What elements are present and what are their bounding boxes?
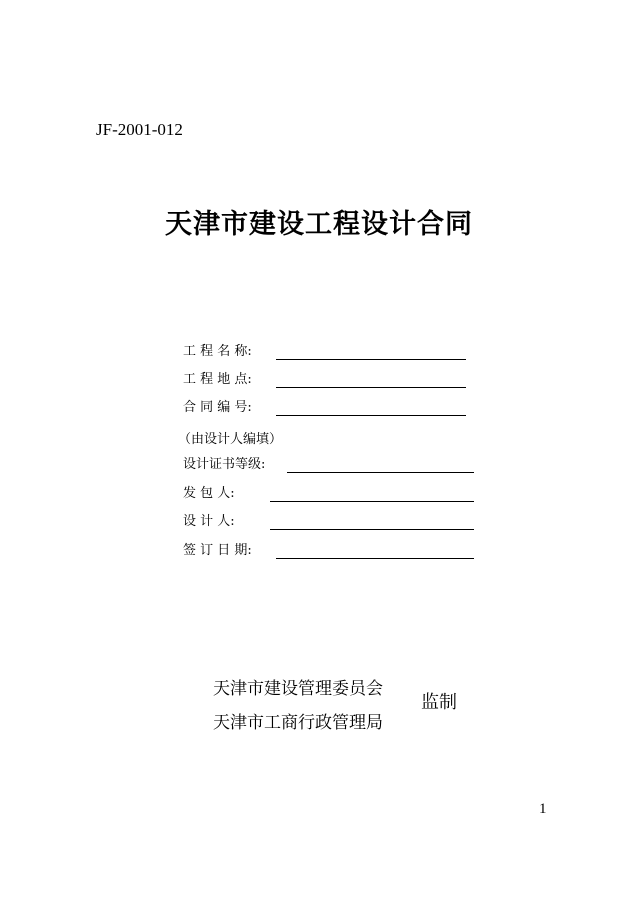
field-signing-date — [183, 542, 252, 560]
field-label: 工 程 地 点: — [183, 372, 252, 387]
fill-line — [270, 501, 474, 502]
issuer-commerce-bureau: 天津市工商行政管理局 — [213, 713, 383, 733]
field-label: 合 同 编 号: — [183, 400, 252, 415]
field-project-name — [183, 343, 252, 361]
fill-line — [276, 415, 466, 416]
fill-line — [276, 387, 466, 388]
field-project-location — [183, 371, 252, 389]
field-employer — [183, 485, 235, 503]
field-label: 工 程 名 称: — [183, 344, 252, 359]
fill-line — [287, 472, 474, 473]
field-certificate-grade — [183, 456, 265, 474]
contract-number-note: （由设计人编填） — [178, 432, 283, 447]
field-designer — [183, 513, 235, 531]
page-number: 1 — [539, 801, 547, 817]
issuer-construction-committee: 天津市建设管理委员会 — [213, 679, 383, 699]
field-contract-number — [183, 399, 252, 417]
fill-line — [276, 558, 474, 559]
field-label: 设计证书等级: — [183, 457, 266, 472]
field-label: 设 计 人: — [183, 514, 235, 529]
fill-line — [276, 359, 466, 360]
page-title: 天津市建设工程设计合同 — [165, 209, 473, 240]
document-code: JF-2001-012 — [96, 120, 183, 139]
field-label: 签 订 日 期: — [183, 543, 252, 558]
fill-line — [270, 529, 474, 530]
supervision-label: 监制 — [421, 692, 457, 713]
field-label: 发 包 人: — [183, 486, 235, 501]
